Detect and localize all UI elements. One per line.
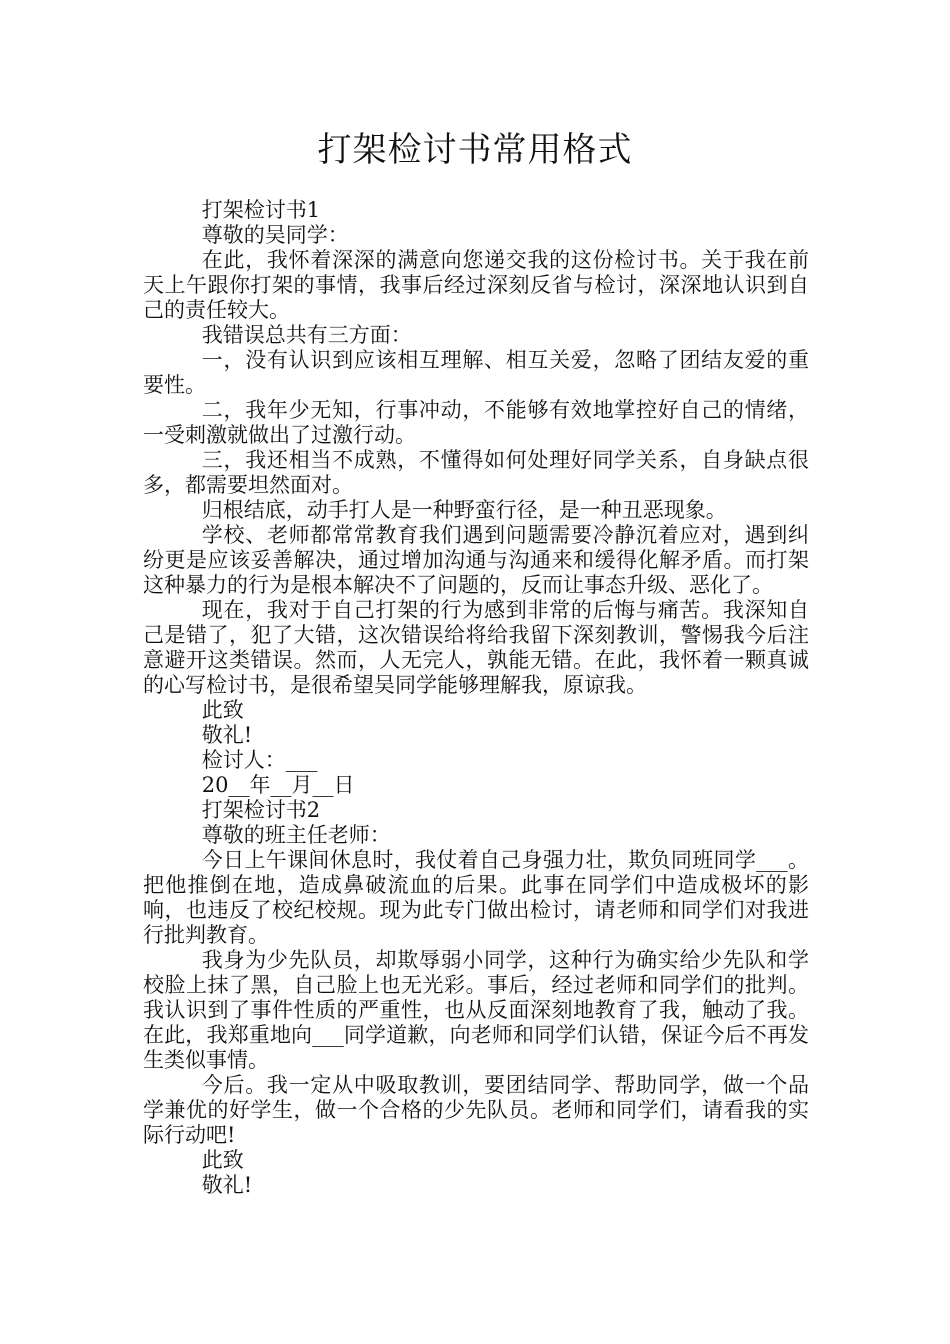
body-paragraph: 三，我还相当不成熟，不懂得如何处理好同学关系，自身缺点很多，都需要坦然面对。 xyxy=(143,448,809,497)
salutation-1: 尊敬的吴同学： xyxy=(201,223,349,247)
body-paragraph: 学校、老师都常常教育我们遇到问题需要冷静沉着应对，遇到纠纷更是应该妥善解决，通过增加沟通与沟通来和缓得化解矛盾。而打架这种暴力的行为是根本解决不了问题的，反而让事态升级、恶化了。 xyxy=(143,523,809,597)
signature-line: 检讨人：___ xyxy=(201,748,318,772)
salutation-2: 尊敬的班主任老师： xyxy=(201,823,391,847)
body-paragraph: 我身为少先队员，却欺辱弱小同学，这种行为确实给少先队和学校脸上抹了黑，自己脸上也无光彩。事后，经过老师和同学们的批判。我认识到了事件性质的严重性，也从反面深刻地教育了我，触动了我。在此，我郑重地向___同学道歉，向老师和同学们认错，保证今后不再发生类似事情。 xyxy=(143,948,809,1072)
body-paragraph: 二，我年少无知，行事冲动，不能够有效地掌控好自己的情绪，一受刺激就做出了过激行动。 xyxy=(143,398,809,447)
closing-line: 此致 xyxy=(201,1148,244,1172)
heading-letter-2: 打架检讨书2 xyxy=(201,798,321,822)
document-body xyxy=(143,198,809,1198)
body-paragraph: 今日上午课间休息时，我仗着自己身强力壮，欺负同班同学___。把他推倒在地，造成鼻破流血的后果。此事在同学们中造成极坏的影响，也违反了校纪校规。现为此专门做出检讨，请老师和同学们对我进行批判教育。 xyxy=(143,848,809,947)
closing-line: 敬礼! xyxy=(201,723,253,747)
date-line: 20__年__月__日 xyxy=(201,773,355,797)
document-title: 打架检讨书常用格式 xyxy=(317,130,633,170)
body-paragraph: 今后。我一定从中吸取教训，要团结同学、帮助同学，做一个品学兼优的好学生，做一个合格的少先队员。老师和同学们，请看我的实际行动吧! xyxy=(143,1073,809,1147)
body-paragraph: 归根结底，动手打人是一种野蛮行径，是一种丑恶现象。 xyxy=(201,498,727,522)
body-paragraph: 现在，我对于自己打架的行为感到非常的后悔与痛苦。我深知自己是错了，犯了大错，这次错误给将给我留下深刻教训，警惕我今后注意避开这类错误。然而，人无完人，孰能无错。在此，我怀着一颗真诚的心写检讨书，是很希望吴同学能够理解我，原谅我。 xyxy=(143,598,809,697)
heading-letter-1: 打架检讨书1 xyxy=(201,198,321,222)
closing-line: 敬礼! xyxy=(201,1173,253,1197)
closing-line: 此致 xyxy=(201,698,244,722)
body-paragraph: 我错误总共有三方面： xyxy=(201,323,412,347)
body-paragraph: 一，没有认识到应该相互理解、相互关爱，忽略了团结友爱的重要性。 xyxy=(143,348,809,397)
body-paragraph: 在此，我怀着深深的满意向您递交我的这份检讨书。关于我在前天上午跟你打架的事情，我事后经过深刻反省与检讨，深深地认识到自己的责任较大。 xyxy=(143,248,809,322)
